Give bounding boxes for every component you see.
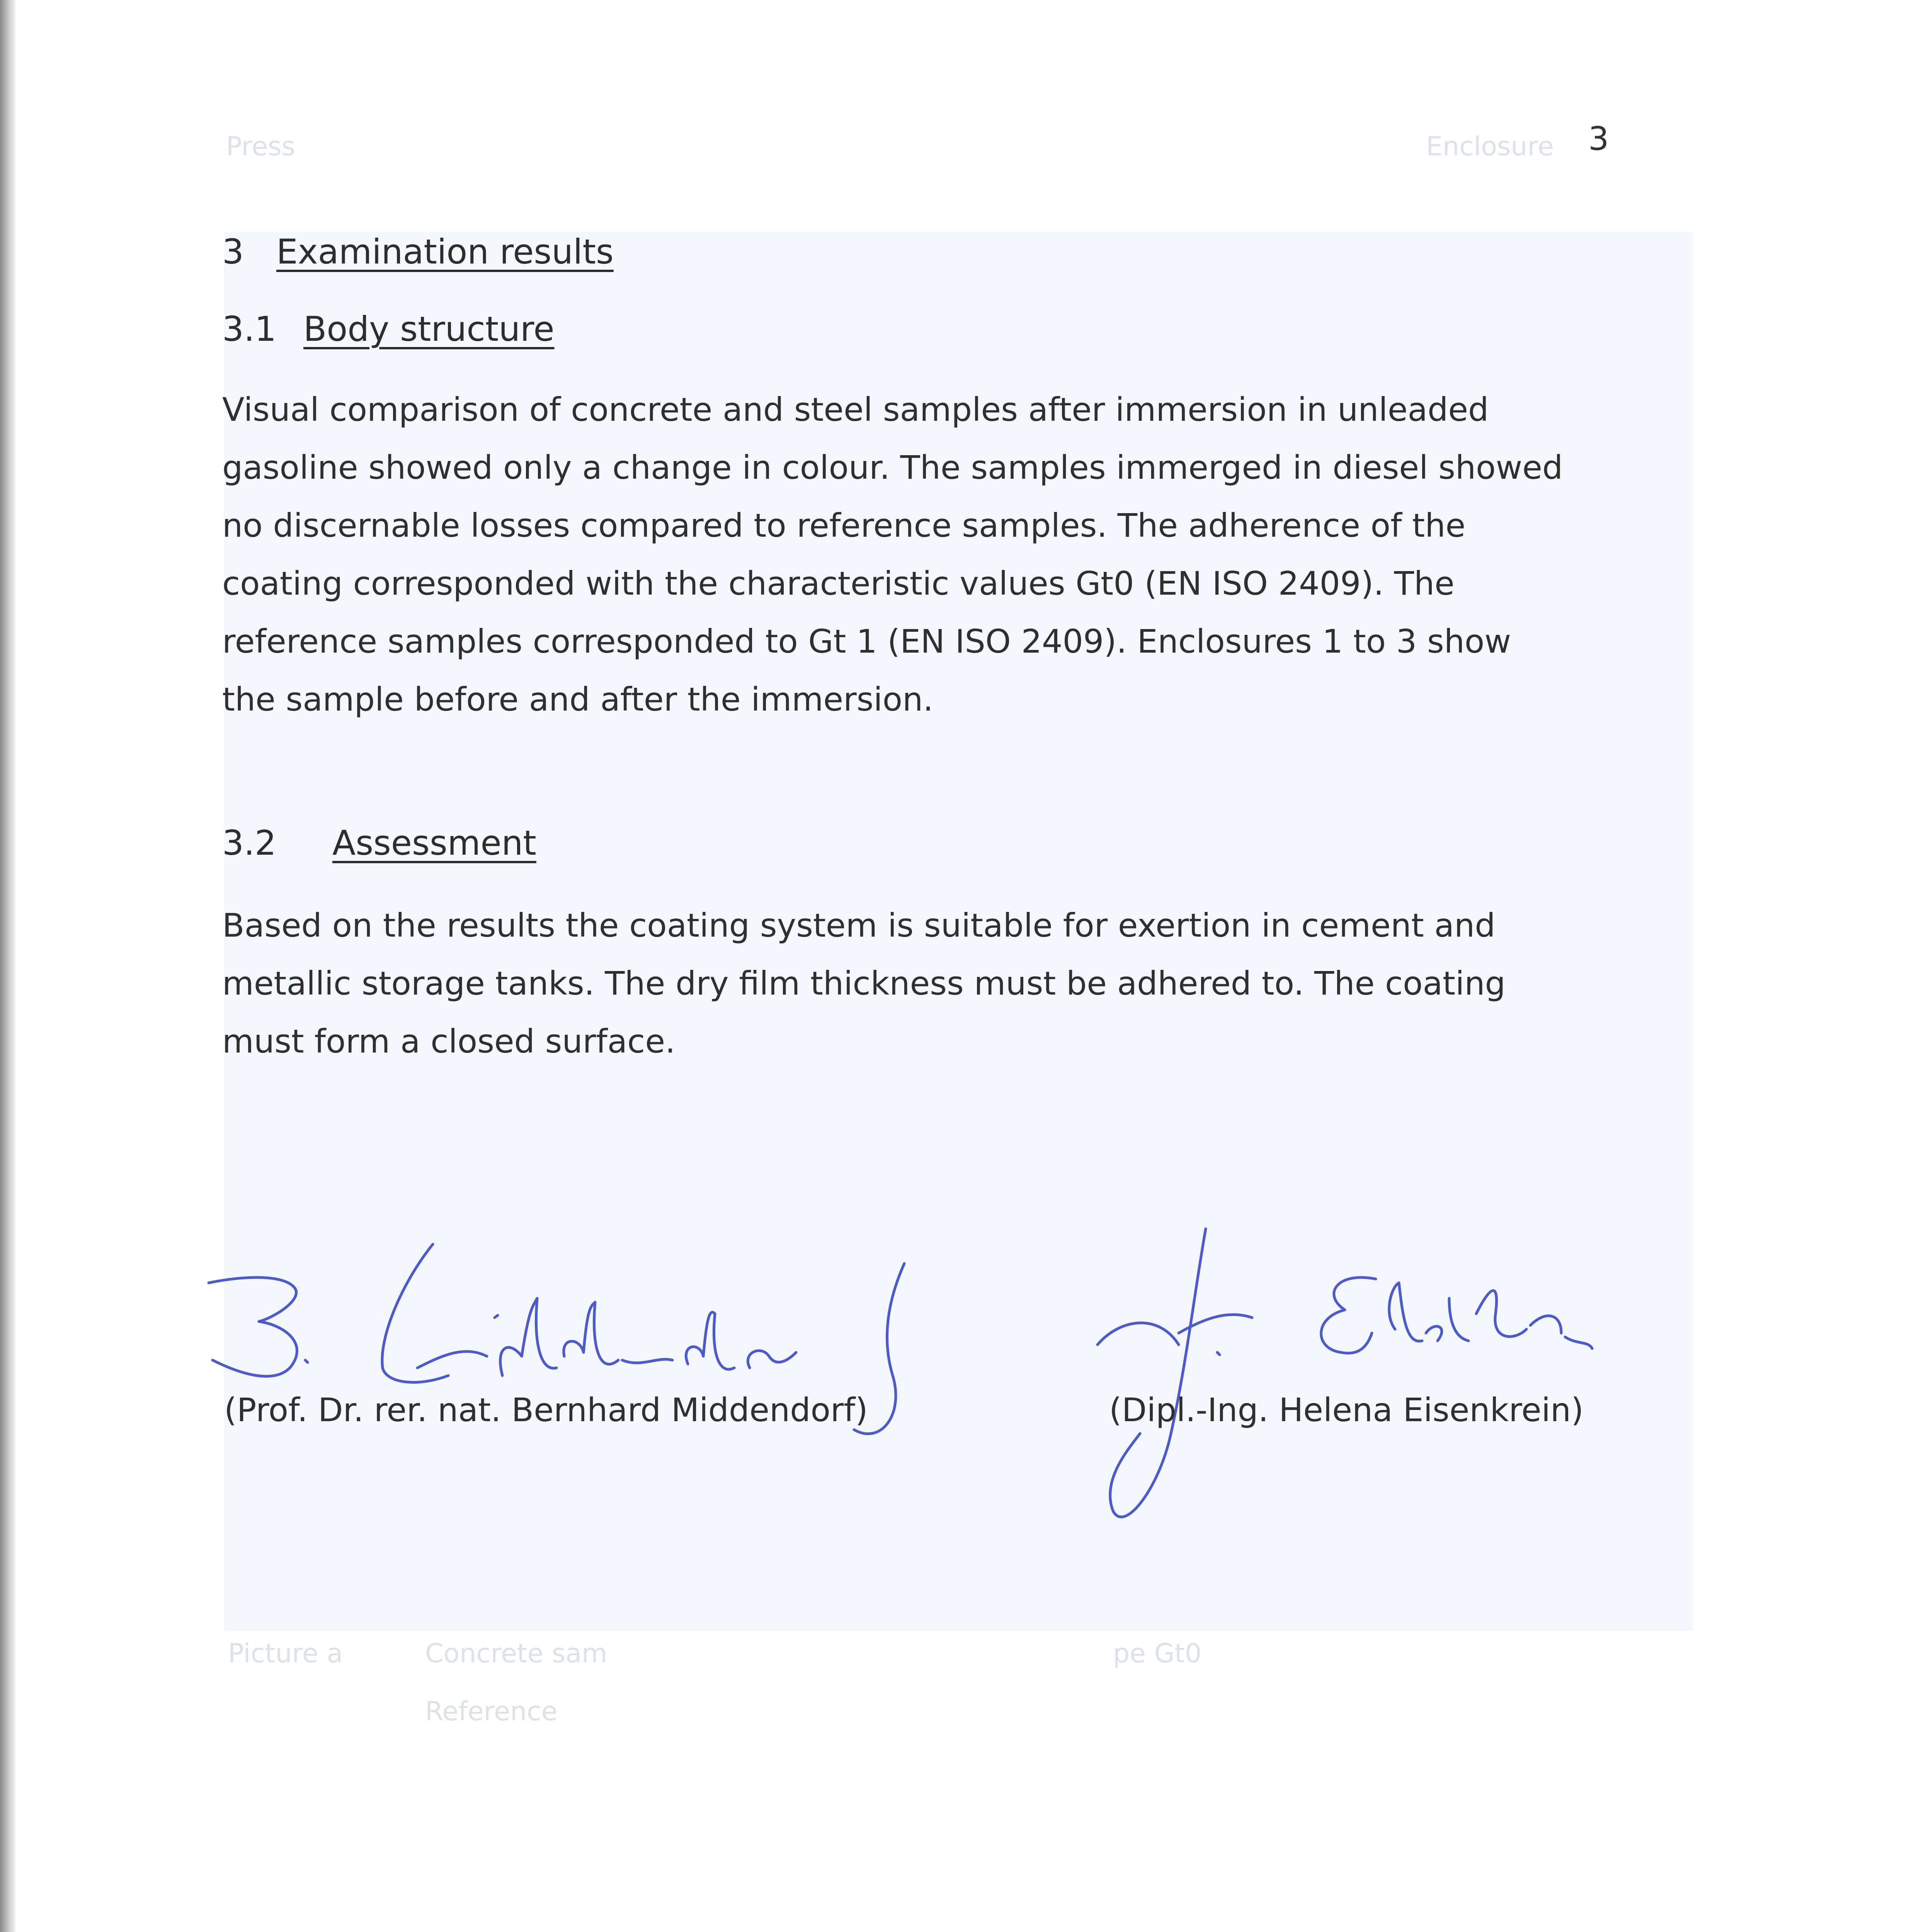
signature-middendorf — [201, 1229, 935, 1480]
section-number: 3.2 — [222, 823, 276, 863]
assessment-paragraph — [222, 896, 1644, 1070]
page-number: 3 — [1588, 120, 1609, 158]
section-heading-3-1 — [222, 309, 554, 349]
body-structure-paragraph — [222, 381, 1644, 728]
bleed-through-text: Reference — [425, 1696, 558, 1727]
scan-edge-shadow — [0, 0, 15, 1932]
text-line: gasoline showed only a change in colour. The samples immerged in diesel showed — [222, 449, 1563, 486]
section-heading-3 — [222, 232, 614, 272]
bleed-through-text: Press — [226, 131, 295, 162]
section-number: 3 — [222, 232, 244, 272]
signatory-name-eisenkrein: (Dipl.-Ing. Helena Eisenkrein) — [1109, 1391, 1584, 1429]
bleed-through-text: Enclosure — [1426, 131, 1554, 162]
bleed-through-text: pe Gt0 — [1113, 1638, 1202, 1669]
section-title: Assessment — [332, 823, 536, 863]
section-heading-3-2 — [222, 823, 536, 863]
section-title: Body structure — [303, 309, 555, 349]
text-line: coating corresponded with the characteristic values Gt0 (EN ISO 2409). The — [222, 565, 1455, 602]
text-line: no discernable losses compared to reference samples. The adherence of the — [222, 507, 1466, 544]
text-line: metallic storage tanks. The dry film thickness must be adhered to. The coating — [222, 964, 1506, 1002]
text-line: must form a closed surface. — [222, 1022, 676, 1060]
bleed-through-text: Concrete sam — [425, 1638, 607, 1669]
text-line: Based on the results the coating system is suitable for exertion in cement and — [222, 906, 1496, 944]
text-line: the sample before and after the immersion. — [222, 680, 934, 718]
bleed-through-text: Picture a — [228, 1638, 343, 1669]
section-title: Examination results — [276, 232, 614, 272]
signature-eisenkrein — [1090, 1217, 1631, 1546]
text-line: reference samples corresponded to Gt 1 (EN ISO 2409). Enclosures 1 to 3 show — [222, 622, 1511, 660]
section-number: 3.1 — [222, 309, 276, 349]
text-line: Visual comparison of concrete and steel samples after immersion in unleaded — [222, 391, 1489, 429]
signatory-name-middendorf: (Prof. Dr. rer. nat. Bernhard Middendorf) — [224, 1391, 868, 1429]
